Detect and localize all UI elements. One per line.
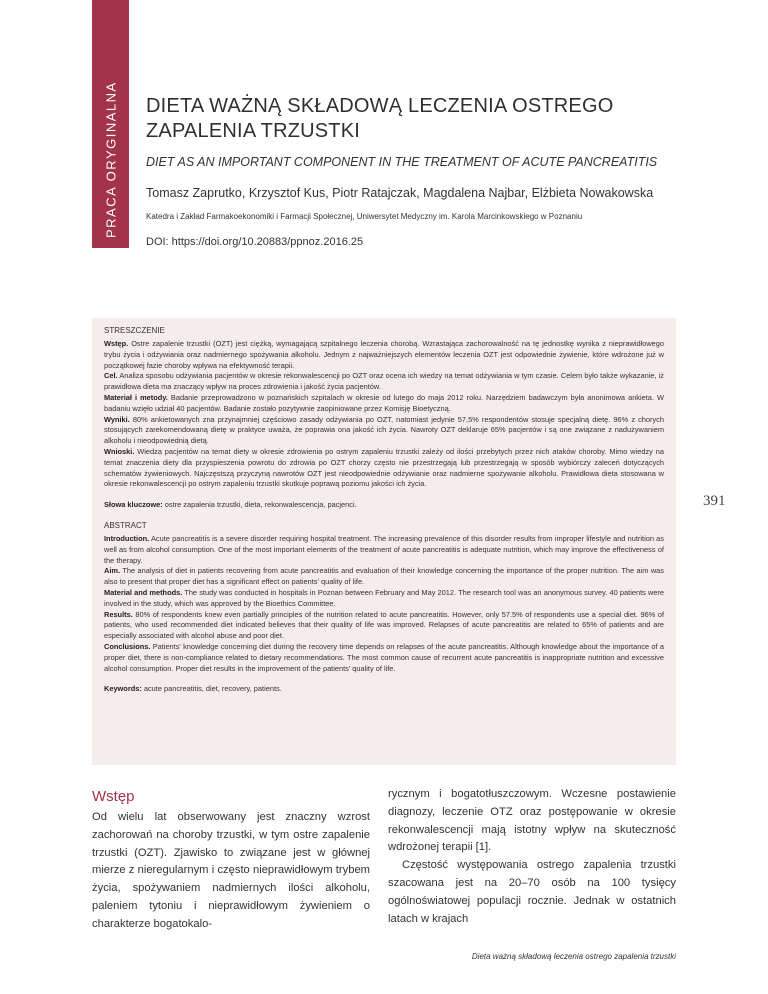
abstract-conclusions-text: Patients' knowledge concerning diet during the recovery time depends on relapses of the acute pancreatitis. Although knowledge about the importance of a proper diet, there is non-compliance related to dietary recommendations. The most common cause of recurrent acute pancreatitis is inappropriate nutrition and excessive alcohol consumption. Proper diet results in the improvement of the patients' quality of life. xyxy=(104,641,664,673)
streszczenie-keywords-text: ostre zapalenia trzustki, dieta, rekonwalescencja, pacjenci. xyxy=(164,500,357,510)
abstract-methods xyxy=(104,588,664,610)
abstract-aim xyxy=(104,566,664,588)
streszczenie-wstep-text: Ostre zapalenie trzustki (OZT) jest ciężką, wymagającą szpitalnego leczenia chorobą. Wzrastająca zachorowalność na tę jednostkę wynika z nieprawidłowego trybu życia i odżywiania oraz nadmiernego spożywania alkoholu. Jednym z najważniejszych elementów leczenia OZT jest odpowiednie żywienie, które wdrożone już w początkowej fazie choroby wpływa na efektywność terapii. xyxy=(104,339,664,370)
streszczenie-keywords xyxy=(104,500,664,511)
streszczenie-material-label: Materiał i metody. xyxy=(104,392,168,402)
body-column-left xyxy=(92,786,370,934)
page-number: 391 xyxy=(703,493,726,509)
abstract-results-text: 80% of respondents knew even partially principles of the nutrition related to acute pancreatitis. However, only 57.5% of respondents use a special diet. 96% of patients, who used recommended diet indicated believes that their quality of life was improved. Relapses of acute pancreatitis are related to 65% of patients and are especially associated with alcohol abuse and poor diet. xyxy=(104,609,665,641)
article-subtitle-english: DIET AS AN IMPORTANT COMPONENT IN THE TREATMENT OF ACUTE PANCREATITIS xyxy=(146,155,658,169)
article-type-text: PRACA ORYGINALNA xyxy=(103,81,118,238)
streszczenie-material-text: Badanie przeprowadzono w poznańskich szpitalach w okresie od lutego do maja 2012 roku. Narzędziem badawczym była anonimowa ankieta. W badaniu wzięło udział 40 pacjentów. Badanie zostało pozytywnie zaopiniowane przez Komisję Bioetyczną. xyxy=(104,392,664,413)
abstract-aim-text: The analysis of diet in patients recovering from acute pancreatitis and evaluation of their knowledge concerning the importance of the proper nutrition. The aim was also to present that proper diet has a significant effect on patients' quality of life. xyxy=(104,566,664,587)
body-paragraph: Częstość występowania ostrego zapalenia trzustki szacowana jest na 20–70 osób na 100 tysięcy ogólnoświatowej populacji rocznie. Jednak w ostatnich latach w krajach xyxy=(388,859,676,925)
article-title: DIETA WAŻNĄ SKŁADOWĄ LECZENIA OSTREGO ZAPALENIA TRZUSTKI xyxy=(146,95,614,142)
abstract-conclusions-label: Conclusions. xyxy=(104,641,151,651)
abstract-keywords-label: Keywords: xyxy=(104,684,142,694)
doi-link[interactable]: DOI: https://doi.org/10.20883/ppnoz.2016.25 xyxy=(146,236,364,248)
body-column-right xyxy=(388,786,676,928)
streszczenie-wstep-label: Wstęp. xyxy=(104,339,129,348)
streszczenie-cel xyxy=(104,371,664,393)
streszczenie-wnioski-text: Wiedza pacjentów na temat diety w okresie zdrowienia po ostrym zapaleniu trzustki zależy od ilości przebytych przez nich ataków choroby. Mimo wiedzy na temat znaczenia diety dla przyspieszenia powrotu do zdrowia po OZT chorzy często nie przestrzegają lub przestrzegają w sposób wybiórczy zaleceń dotyczących schematów żywieniowych. Najczęstszą przyczyną nawrotów OZT jest nieodpowiednie odżywianie oraz nadmierne spożywanie alkoholu. Prawidłowa dieta stosowana w okresie rekonwalescencji po ostrym zapaleniu trzustki skutkuje poprawą poziomu jakości ich życia. xyxy=(104,446,664,489)
streszczenie-heading: STRESZCZENIE xyxy=(104,326,165,335)
abstract-heading: ABSTRACT xyxy=(104,520,147,530)
abstract-results xyxy=(104,610,664,642)
abstract-introduction-text: Acute pancreatitis is a severe disorder requiring hospital treatment. The increasing prevalence of this disorder results from improper lifestyle and nutrition as well as from alcohol consumption. One of the most important elements of the treatment of acute pancreatitis is adequate nutrition, which may improve the effectiveness of the therapy. xyxy=(104,533,664,565)
streszczenie-wyniki-label: Wyniki. xyxy=(104,414,130,424)
streszczenie-material xyxy=(104,393,664,415)
streszczenie-wyniki-text: 80% ankietowanych zna przynajmniej częściowo zasady odżywiania po OZT, natomiast jedynie 57,5% respondentów stosuje specjalną dietę. 96% z chorych stosujących zarekomendowaną dietę w praktyce uważa, że poprawia ona jakość ich życia. Nawroty OZT deklaruje 65% pacjentów i są one związane z nadużywaniem alkoholu i nieodpowiednią dietą. xyxy=(104,414,664,446)
section-title-wstep: Wstęp xyxy=(92,788,135,805)
abstract-methods-text: The study was conducted in hospitals in Poznan between February and May 2012. The research tool was an anonymous survey. 40 patients were involved in the study, which was approved by the Bioethics Committee. xyxy=(104,587,665,608)
article-type-label xyxy=(92,0,129,248)
abstract-keywords-text: acute pancreatitis, diet, recovery, patients. xyxy=(143,684,282,694)
streszczenie-cel-label: Cel. xyxy=(104,371,118,381)
abstract-results-label: Results. xyxy=(104,609,133,619)
streszczenie-wstep xyxy=(104,339,664,371)
running-footer: Dieta ważną składową leczenia ostrego zapalenia trzustki xyxy=(471,952,676,961)
streszczenie-wnioski-label: Wnioski. xyxy=(104,446,135,456)
authors: Tomasz Zaprutko, Krzysztof Kus, Piotr Ratajczak, Magdalena Najbar, Elżbieta Nowakowska xyxy=(146,186,654,200)
streszczenie-wyniki xyxy=(104,415,664,447)
abstract-methods-label: Material and methods. xyxy=(104,587,183,597)
abstract-introduction xyxy=(104,534,664,566)
streszczenie-keywords-label: Słowa kluczowe: xyxy=(104,500,163,510)
body-paragraph: rycznym i bogatotłuszczowym. Wczesne postawienie diagnozy, leczenie OTZ oraz postępowanie w okresie rekonwalescencji mają istotny wpływ na skuteczność wdrożonej terapii [1]. xyxy=(388,788,676,854)
streszczenie-cel-text: Analiza sposobu odżywiania pacjentów w okresie rekonwalescencji po OZT oraz ocena ich wiedzy na temat odżywiania w tym czasie. Celem było także wykazanie, iż prawidłowa dieta ma znaczący wpływ na proces zdrowienia i jakość życia pacjentów. xyxy=(104,371,664,392)
abstract-conclusions xyxy=(104,642,664,674)
streszczenie-wnioski xyxy=(104,447,664,490)
abstract-keywords xyxy=(104,684,664,695)
abstract-introduction-label: Introduction. xyxy=(104,533,150,543)
abstract-aim-label: Aim. xyxy=(104,566,121,576)
affiliation: Katedra i Zakład Farmakoekonomiki i Farmacji Społecznej, Uniwersytet Medyczny im. Karola Marcinkowskiego w Poznaniu xyxy=(146,212,583,221)
abstract-box xyxy=(92,318,676,765)
body-paragraph: Od wielu lat obserwowany jest znaczny wzrost zachorowań na choroby trzustki, w tym ostre zapalenie trzustki (OZT). Zjawisko to związane jest w głównej mierze z nieregularnym i często nieprawidłowym trybem życia, spożywaniem nadmiernych ilości alkoholu, paleniem tytoniu i nieprawidłowym żywieniem o charakterze bogatokalo- xyxy=(92,811,370,930)
